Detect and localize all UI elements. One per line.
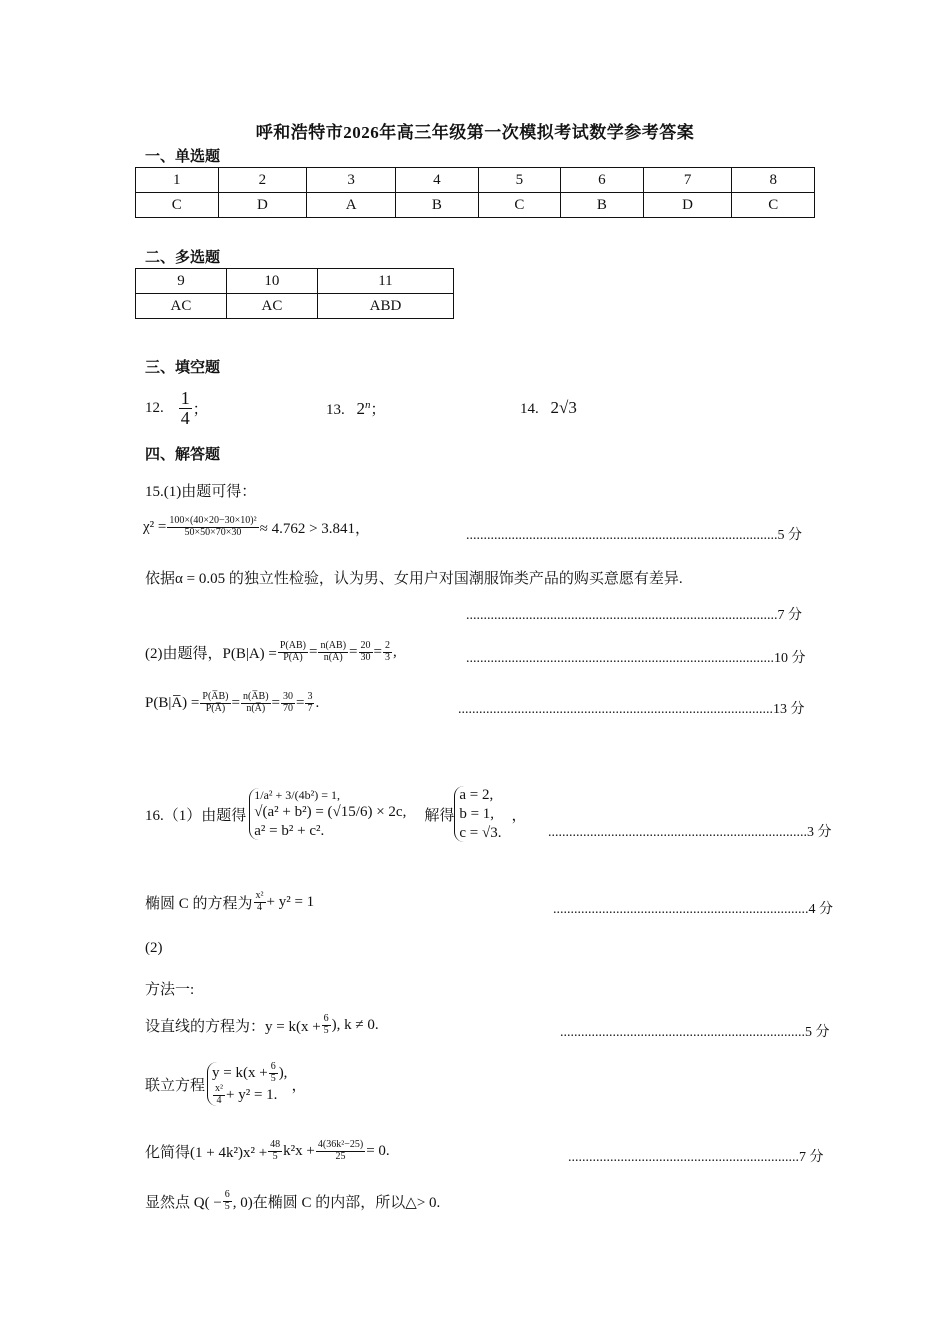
score: 10 分: [774, 651, 806, 666]
fraction: [278, 641, 308, 663]
numerator: x²: [255, 890, 264, 901]
numerator: n(AB): [320, 640, 347, 651]
table-cell: AC: [226, 294, 317, 319]
numerator: 6: [224, 1189, 230, 1200]
formula-text: = 0.: [366, 1142, 390, 1159]
fraction: [213, 1084, 225, 1106]
q16-simplified: [145, 1140, 390, 1162]
denominator: 30: [360, 651, 371, 663]
numerator: 1: [180, 387, 190, 408]
formula-text: χ² =: [143, 518, 167, 535]
fraction: [269, 1062, 278, 1084]
formula-text: k²x +: [283, 1142, 315, 1159]
denominator: n(A̅): [246, 702, 266, 714]
formula-text: 解得: [424, 807, 455, 824]
score: 5 分: [805, 1025, 830, 1040]
q16-ellipse-equation: [145, 891, 314, 913]
denominator: 5: [224, 1200, 230, 1212]
section-single-choice: 一、单选题: [145, 149, 221, 165]
formula-text: ), k ≠ 0.: [331, 1016, 379, 1033]
formula-text: 设直线的方程为：y = k(x +: [145, 1018, 321, 1035]
formula-text: + y² = 1: [266, 893, 315, 910]
table-row: [136, 193, 815, 218]
answer-12: [145, 386, 208, 430]
table-cell: D: [218, 193, 307, 218]
solution-system: [454, 786, 501, 842]
question-label: 12.: [145, 399, 164, 416]
table-cell: 11: [317, 269, 453, 294]
denominator: 5: [323, 1024, 329, 1036]
score: 13 分: [773, 702, 805, 717]
page-title: 呼和浩特市2026年高三年级第一次模拟考试数学参考答案: [255, 123, 695, 142]
q15-part2: (2)由题得，P(B|A) = $\frac{P(AB)}{P(A)}$ = $\frac{n(AB)}{n(A)}$ = $\frac{20}{30}$ = $\frac{2}{3}$ ,: [145, 640, 397, 663]
question-label: 13.: [326, 402, 345, 418]
formula-text: + y² = 1.: [226, 1086, 278, 1103]
question-label: 14.: [520, 401, 539, 417]
denominator: 25: [335, 1150, 346, 1162]
denominator: P(A): [283, 651, 303, 663]
answer-value: 2: [356, 399, 365, 418]
table-cell: 6: [561, 168, 644, 193]
formula-text: P(B|A̅) =: [145, 694, 200, 711]
formula-text: , 0)在椭圆 C 的内部，所以△> 0.: [232, 1194, 441, 1211]
formula-text: ≈ 4.762 > 3.841，: [259, 520, 371, 537]
fraction: [318, 641, 348, 663]
q16-part2-label: (2): [145, 940, 163, 956]
fraction: [383, 641, 392, 663]
table-cell: C: [478, 193, 561, 218]
table-cell: ABD: [317, 294, 453, 319]
q16-joint-equations: [145, 1062, 306, 1106]
table-cell: B: [561, 193, 644, 218]
score: 7 分: [799, 1150, 824, 1165]
equation: [212, 1084, 287, 1106]
equation-system: [207, 1062, 287, 1106]
numerator: P(AB): [279, 640, 306, 651]
table-cell: AC: [136, 294, 227, 319]
table-cell: 1: [136, 168, 219, 193]
fraction: [359, 641, 373, 663]
table-cell: 2: [218, 168, 307, 193]
answer-13: [326, 398, 386, 419]
answer-value: 2√3: [550, 398, 577, 417]
score-leader: ..........................................................................3 分: [548, 825, 832, 840]
denominator: 7: [307, 702, 313, 714]
q15-intro: 15.(1)由题可得：: [145, 484, 257, 500]
denominator: 4: [257, 901, 263, 913]
separator: ，: [291, 1077, 307, 1094]
formula-text: 联立方程: [145, 1077, 206, 1094]
score-leader: .........................................................................4 分: [553, 902, 833, 917]
equation: 1/a² + 3/(4b²) = 1,: [254, 787, 340, 802]
equation: a = 2,: [459, 787, 494, 803]
fraction: [305, 692, 314, 714]
table-cell: A: [307, 193, 396, 218]
score-leader: ........................................................................................10 分: [466, 651, 806, 666]
denominator: 5: [272, 1150, 278, 1162]
exponent: n: [365, 399, 371, 411]
equation: c = √3.: [459, 824, 502, 841]
equation: [212, 1062, 287, 1084]
fraction: [322, 1014, 331, 1036]
equation: a² = b² + c².: [254, 822, 325, 839]
equation: b = 1,: [459, 805, 495, 822]
denominator: 4: [180, 407, 190, 428]
score: 4 分: [808, 902, 833, 917]
table-row: [136, 294, 454, 319]
numerator: 100×(40×20−30×10)²: [169, 515, 257, 526]
table-cell: 10: [226, 269, 317, 294]
numerator: x²: [215, 1083, 224, 1094]
table-cell: 9: [136, 269, 227, 294]
table-cell: 4: [396, 168, 479, 193]
numerator: 48: [270, 1139, 281, 1150]
equation-system: [249, 788, 406, 841]
table-cell: 3: [307, 168, 396, 193]
fraction: [200, 692, 230, 714]
score-leader: ..........................................................................................13 分: [458, 702, 805, 717]
numerator: n(A̅B): [242, 691, 269, 702]
equation: √(a² + b²) = (√15/6) × 2c,: [254, 803, 407, 820]
formula-text: 椭圆 C 的方程为: [145, 895, 253, 912]
fraction: [241, 692, 271, 714]
table-cell: C: [732, 193, 815, 218]
denominator: n(A): [323, 651, 343, 663]
q15-conclusion: 依据α = 0.05 的独立性检验，认为男、女用户对国潮服饰类产品的购买意愿有差异.: [145, 571, 683, 587]
denominator: P(A̅): [205, 702, 226, 714]
q16-line-equation: [145, 1014, 379, 1036]
numerator: 2: [384, 640, 390, 651]
fraction: [268, 1140, 282, 1162]
fraction: [316, 1140, 365, 1162]
table-cell: 5: [478, 168, 561, 193]
q15-part3: P(B|A̅) = $\frac{P(A̅B)}{P(A̅)}$ = $\frac{n(A̅B)}{n(A̅)}$ = $\frac{30}{70}$ = $\frac{3}{7}$ .: [145, 691, 320, 714]
fraction: [167, 516, 258, 538]
formula-text: 显然点 Q( −: [145, 1194, 222, 1211]
numerator: 4(36k²−25): [317, 1139, 364, 1150]
score: 3 分: [807, 825, 832, 840]
denominator: 5: [270, 1072, 276, 1084]
table-row: [136, 168, 815, 193]
single-choice-table: [135, 167, 815, 218]
q16-part1: [145, 786, 526, 842]
formula-text: (2)由题得，P(B|A) =: [145, 645, 277, 662]
multi-choice-table: [135, 268, 454, 319]
score-leader: ..................................................................7 分: [568, 1150, 824, 1165]
score: 7 分: [777, 608, 802, 623]
table-cell: 8: [732, 168, 815, 193]
score-leader: .........................................................................................5 分: [466, 528, 802, 543]
table-cell: D: [643, 193, 732, 218]
table-cell: C: [136, 193, 219, 218]
score: 5 分: [777, 528, 802, 543]
q16-inside-point: [145, 1190, 440, 1212]
denominator: 70: [283, 702, 294, 714]
separator: ；: [370, 402, 386, 418]
formula-text: ),: [278, 1064, 288, 1081]
separator: ；: [192, 401, 208, 418]
table-cell: 7: [643, 168, 732, 193]
numerator: 6: [270, 1061, 276, 1072]
fraction: [281, 692, 295, 714]
separator: ，: [511, 807, 527, 824]
numerator: 6: [323, 1013, 329, 1024]
denominator: 50×50×70×30: [184, 526, 242, 538]
numerator: P(A̅B): [202, 691, 229, 702]
section-fill-in: 三、填空题: [145, 360, 221, 376]
section-multi-choice: 二、多选题: [145, 250, 221, 266]
numerator: 30: [283, 691, 294, 702]
table-cell: B: [396, 193, 479, 218]
fraction: [254, 891, 266, 913]
fraction: [179, 389, 192, 428]
fraction: [223, 1190, 232, 1212]
q16-method: 方法一:: [145, 982, 195, 998]
numerator: 20: [360, 640, 371, 651]
formula-text: 化简得(1 + 4k²)x² +: [145, 1144, 268, 1161]
score-leader: .........................................................................................7 分: [466, 608, 802, 623]
q15-chi-square: [143, 516, 370, 538]
section-solve: 四、解答题: [145, 447, 221, 463]
formula-text: 16.（1）由题得: [145, 807, 247, 824]
table-row: [136, 269, 454, 294]
denominator: 4: [216, 1094, 222, 1106]
formula-text: y = k(x +: [212, 1064, 268, 1081]
answer-14: [520, 398, 577, 418]
score-leader: ......................................................................5 分: [560, 1025, 830, 1040]
denominator: 3: [384, 651, 390, 663]
numerator: 3: [307, 691, 313, 702]
